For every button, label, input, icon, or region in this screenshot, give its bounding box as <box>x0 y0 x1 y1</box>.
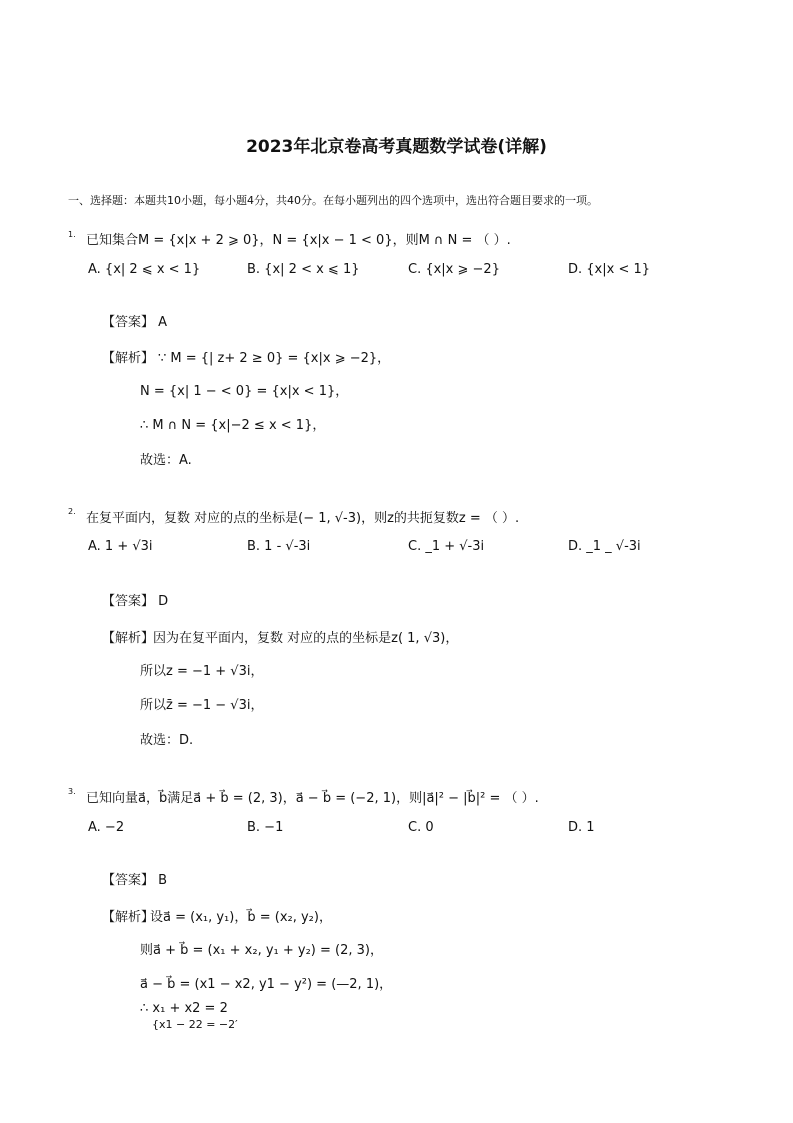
analysis-line: 所以z̄ = −1 − √3i， <box>140 698 264 713</box>
option-b: B. {x| 2 < x ⩽ 1} <box>247 262 360 277</box>
option-c: C. _1 + √-3i <box>408 539 485 554</box>
option-b: B. 1 - √-3i <box>247 539 311 554</box>
question-stem: 已知集合M = {x|x + 2 ⩾ 0}，N = {x|x − 1 < 0}，则M ∩ N = （ ）. <box>86 233 511 248</box>
option-b: B. −1 <box>247 820 284 835</box>
analysis-line: ∵ M = {| z+ 2 ≥ 0} = {x|x ⩾ −2}， <box>158 351 391 366</box>
question-stem: 已知向量a⃗，b⃗满足a⃗ + b⃗ = (2, 3)，a⃗ − b⃗ = (−2, 1)，则|a⃗|² − |b⃗|² = （ ）. <box>86 791 539 806</box>
question-number: 3. <box>68 787 76 796</box>
option-a: A. {x| 2 ⩽ x < 1} <box>88 262 201 277</box>
document-title: 2023年北京卷高考真题数学试卷(详解) <box>246 137 547 157</box>
question-number: 1. <box>68 230 76 239</box>
question-number: 2. <box>68 507 76 516</box>
analysis-label: 【解析】 <box>102 910 155 925</box>
analysis-line: N = {x| 1 − < 0} = {x|x < 1}， <box>140 384 349 399</box>
analysis-line: 故选：D. <box>140 733 194 748</box>
option-d: D. 1 <box>568 820 595 835</box>
analysis-line: {x1 − 22 = −2′ <box>152 1018 238 1031</box>
analysis-line: 则a⃗ + b⃗ = (x₁ + x₂, y₁ + y₂) = (2, 3)， <box>140 943 383 958</box>
option-d: D. {x|x < 1} <box>568 262 651 277</box>
option-c: C. 0 <box>408 820 434 835</box>
analysis-line: 设a⃗ = (x₁, y₁)，b⃗ = (x₂, y₂)， <box>150 910 332 925</box>
analysis-line: 因为在复平面内，复数 对应的点的坐标是z( 1, √3)， <box>153 631 459 646</box>
analysis-line: 所以z = −1 + √3i， <box>140 664 264 679</box>
answer: 【答案】 B <box>102 873 168 888</box>
analysis-label: 【解析】 <box>102 631 155 646</box>
option-a: A. 1 + √3i <box>88 539 153 554</box>
analysis-label: 【解析】 <box>102 351 155 366</box>
answer: 【答案】 D <box>102 594 169 609</box>
section-heading: 一、选择题：本题共10小题，每小题4分，共40分。在每小题列出的四个选项中，选出符合题目要求的一项。 <box>68 194 598 207</box>
option-d: D. _1 _ √-3i <box>568 539 641 554</box>
analysis-line: 故选：A. <box>140 453 192 468</box>
option-a: A. −2 <box>88 820 125 835</box>
question-stem: 在复平面内，复数 对应的点的坐标是(− 1, √-3)，则z的共扼复数z = （ ）. <box>86 511 520 526</box>
analysis-line: ∴ M ∩ N = {x|−2 ≤ x < 1}， <box>140 418 326 433</box>
analysis-line: a⃗ − b⃗ = (x1 − x2, y1 − y²) = (—2, 1)， <box>140 977 393 992</box>
option-c: C. {x|x ⩾ −2} <box>408 262 500 277</box>
answer: 【答案】 A <box>102 315 168 330</box>
analysis-line: ∴ x₁ + x2 = 2 <box>140 1001 228 1016</box>
